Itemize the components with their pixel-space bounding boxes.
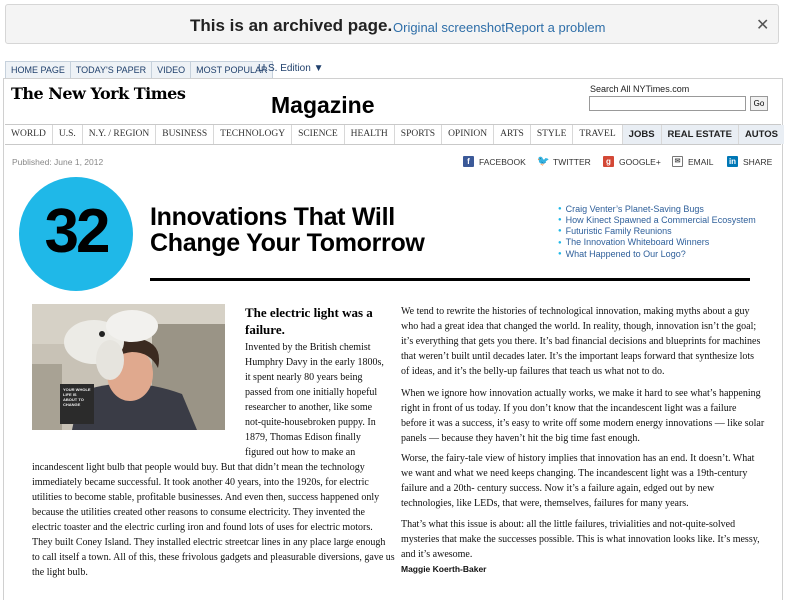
original-screenshot-link[interactable]: Original screenshot xyxy=(393,20,505,35)
section-nav xyxy=(5,124,781,145)
linkedin-icon: in xyxy=(728,157,737,166)
body-line: incandescent light bulb that people would buy. But that didn’t mean the technology xyxy=(32,462,365,473)
bullet-icon: ● xyxy=(558,228,562,235)
nav-autos[interactable]: AUTOS xyxy=(739,125,784,144)
bullet-icon: ● xyxy=(558,239,562,246)
related-link[interactable] xyxy=(558,204,756,215)
nav-business[interactable]: BUSINESS xyxy=(156,125,214,144)
body-line: failure and a 20th- century success. Now it’s a failure again, edged out by new xyxy=(401,483,715,494)
nav-us[interactable]: U.S. xyxy=(53,125,83,144)
headline-line-1: Innovations That Will xyxy=(150,203,395,231)
lead-text-narrow xyxy=(245,340,384,460)
nyt-logo[interactable]: The New York Times xyxy=(11,84,186,103)
body-line: researcher to another, like some xyxy=(245,402,373,413)
nav-health[interactable]: HEALTH xyxy=(345,125,395,144)
archive-banner xyxy=(5,4,779,44)
related-link-text: The Innovation Whiteboard Winners xyxy=(565,237,710,248)
share-twitter-label: TWITTER xyxy=(553,156,591,167)
share-linkedin[interactable] xyxy=(727,156,772,167)
nav-style[interactable]: STYLE xyxy=(531,125,574,144)
body-line: it’s everything that gets you there. It’s bad financial decisions and blueprints for machines xyxy=(401,336,761,347)
body-line: we want and what we need keeps changing. The incandescent light was a 19th-century xyxy=(401,468,748,479)
body-line: figured out how to make an xyxy=(245,447,356,458)
body-line-last xyxy=(401,547,760,577)
body-line: who had a great idea that changed the world. In reality, though, innovation isn’t the goal; xyxy=(401,321,757,332)
body-line: electric toaster and the electric curling iron and found lots of uses for electric motors. xyxy=(32,522,373,533)
body-line: Humphry Davy in the early 1800s, xyxy=(245,357,384,368)
close-icon[interactable]: ✕ xyxy=(756,17,770,34)
nav-ny-region[interactable]: N.Y. / REGION xyxy=(83,125,157,144)
lead-heading xyxy=(245,304,385,338)
search-go-button[interactable]: Go xyxy=(750,96,768,111)
author-byline[interactable]: Maggie Koerth-Baker xyxy=(401,564,487,574)
search-label: Search All NYTimes.com xyxy=(590,84,690,94)
body-line: utilities to become stable, profitable businesses. And even then, success happened only xyxy=(32,492,380,503)
body-line: Invented by the British chemist xyxy=(245,342,371,353)
body-line: When we ignore how innovation actually works, we make it hard to see what’s happening xyxy=(401,388,761,399)
related-link-text: How Kinect Spawned a Commercial Ecosystem xyxy=(565,215,756,226)
nav-jobs[interactable]: JOBS xyxy=(623,125,662,144)
right-paragraph-3 xyxy=(401,451,754,511)
body-line: right in front of us today. If you don’t know that the incandescent light was a failure xyxy=(401,403,737,414)
tab-most-popular[interactable]: MOST POPULAR xyxy=(190,61,273,79)
body-line: technologies, like LEDs, that were, themselves, failures for many years. xyxy=(401,498,689,509)
body-line: 1879, Thomas Edison finally xyxy=(245,432,361,443)
google-plus-icon: g xyxy=(603,156,614,167)
archive-message: This is an archived page. xyxy=(190,16,393,35)
body-line: They built Coney Island. They installed electric streetcar lines in any place large enough xyxy=(32,537,386,548)
top-tabs xyxy=(5,61,272,79)
body-line: of ideas, and it’s the belly-up failures that teach us what not to do. xyxy=(401,366,665,377)
bullet-icon: ● xyxy=(558,250,562,257)
body-line: before it was a success, it’s easy to write off some modern energy innovations — like solar xyxy=(401,418,765,429)
bullet-icon: ● xyxy=(558,217,562,224)
nav-sports[interactable]: SPORTS xyxy=(395,125,442,144)
headline xyxy=(150,204,480,256)
lead-heading-line-1: The electric light was a xyxy=(245,305,373,320)
body-line: not-quite-housebroken puppy. In xyxy=(245,417,376,428)
twitter-icon: 🐦 xyxy=(537,156,550,167)
related-link-text: Craig Venter’s Planet-Saving Bugs xyxy=(565,204,704,214)
body-line: that weren’t built until decades later. It’s the important leaps forward that synthesize lots xyxy=(401,351,755,362)
body-line: it spent nearly 80 years being xyxy=(245,372,363,383)
share-email[interactable] xyxy=(672,156,714,167)
lead-text-wide xyxy=(32,460,395,580)
publish-date: Published: June 1, 2012 xyxy=(12,157,104,167)
body-line: We tend to rewrite the histories of technological innovation, making myths about a guy xyxy=(401,306,750,317)
share-twitter[interactable] xyxy=(537,156,591,167)
body-line: because the utilities created other reasons to consume electricity. They invented the xyxy=(32,507,365,518)
nav-science[interactable]: SCIENCE xyxy=(292,125,345,144)
related-link[interactable] xyxy=(558,249,756,260)
nav-travel[interactable]: TRAVEL xyxy=(573,125,622,144)
nav-world[interactable]: WORLD xyxy=(5,125,53,144)
shirt-text: YOUR WHOLE LIFE IS ABOUT TO CHANGE xyxy=(63,387,91,407)
share-linkedin-label: SHARE xyxy=(743,156,773,167)
nav-arts[interactable]: ARTS xyxy=(494,125,531,144)
article-photo xyxy=(32,304,225,430)
body-line: mysteries that make the successes possible. This is what innovation looks like. It’s messy, xyxy=(401,534,760,545)
body-line: to call itself a town. All of this, these frivolous gadgets and pleasurable diversions, gave us xyxy=(32,552,395,563)
share-google-label: GOOGLE+ xyxy=(619,156,661,167)
right-paragraph-2 xyxy=(401,386,764,446)
body-line: the light bulb. xyxy=(32,567,88,578)
report-problem-link[interactable]: Report a problem xyxy=(505,20,606,35)
right-paragraph-4 xyxy=(401,517,760,577)
related-link-text: What Happened to Our Logo? xyxy=(565,248,686,259)
related-links xyxy=(558,204,756,260)
nav-technology[interactable]: TECHNOLOGY xyxy=(214,125,292,144)
email-icon: ✉ xyxy=(672,156,683,167)
tab-home-page[interactable]: HOME PAGE xyxy=(5,61,71,79)
related-link[interactable] xyxy=(558,237,756,248)
related-link-text: Futuristic Family Reunions xyxy=(565,226,672,237)
headline-rule xyxy=(150,278,750,281)
share-google[interactable] xyxy=(603,156,661,167)
body-line: immediately became successful. It took another 40 years, into the 1920s, for electric xyxy=(32,477,369,488)
related-link[interactable] xyxy=(558,226,756,237)
body-line: That’s what this issue is about: all the little failures, trivialities and not-quite-solved xyxy=(401,519,736,530)
edition-selector[interactable]: U.S. Edition ▼ xyxy=(258,63,324,74)
nav-opinion[interactable]: OPINION xyxy=(442,125,494,144)
nav-real-estate[interactable]: REAL ESTATE xyxy=(662,125,739,144)
body-line: Worse, the fairy-tale view of history implies that innovation has an end. It doesn’t. What xyxy=(401,453,755,464)
facebook-icon: f xyxy=(463,156,474,167)
bullet-icon: ● xyxy=(558,206,562,213)
section-title[interactable]: Magazine xyxy=(271,92,375,118)
share-facebook[interactable] xyxy=(463,156,526,167)
body-line: panels — because they haven’t hit the big time fast enough. xyxy=(401,433,640,444)
tab-todays-paper[interactable]: TODAY'S PAPER xyxy=(70,61,152,79)
headline-line-2: Change Your Tomorrow xyxy=(150,229,425,257)
body-line-end: and it’s awesome. xyxy=(401,549,473,560)
lead-heading-line-2: failure. xyxy=(245,322,285,337)
related-link[interactable] xyxy=(558,215,756,226)
share-email-label: EMAIL xyxy=(688,156,714,167)
body-line: passed from one initially hopeful xyxy=(245,387,378,398)
hero-number: 32 xyxy=(44,197,108,266)
right-paragraph-1 xyxy=(401,304,760,379)
tab-video[interactable]: VIDEO xyxy=(151,61,191,79)
share-facebook-label: FACEBOOK xyxy=(479,156,526,167)
search-input[interactable] xyxy=(589,96,746,111)
